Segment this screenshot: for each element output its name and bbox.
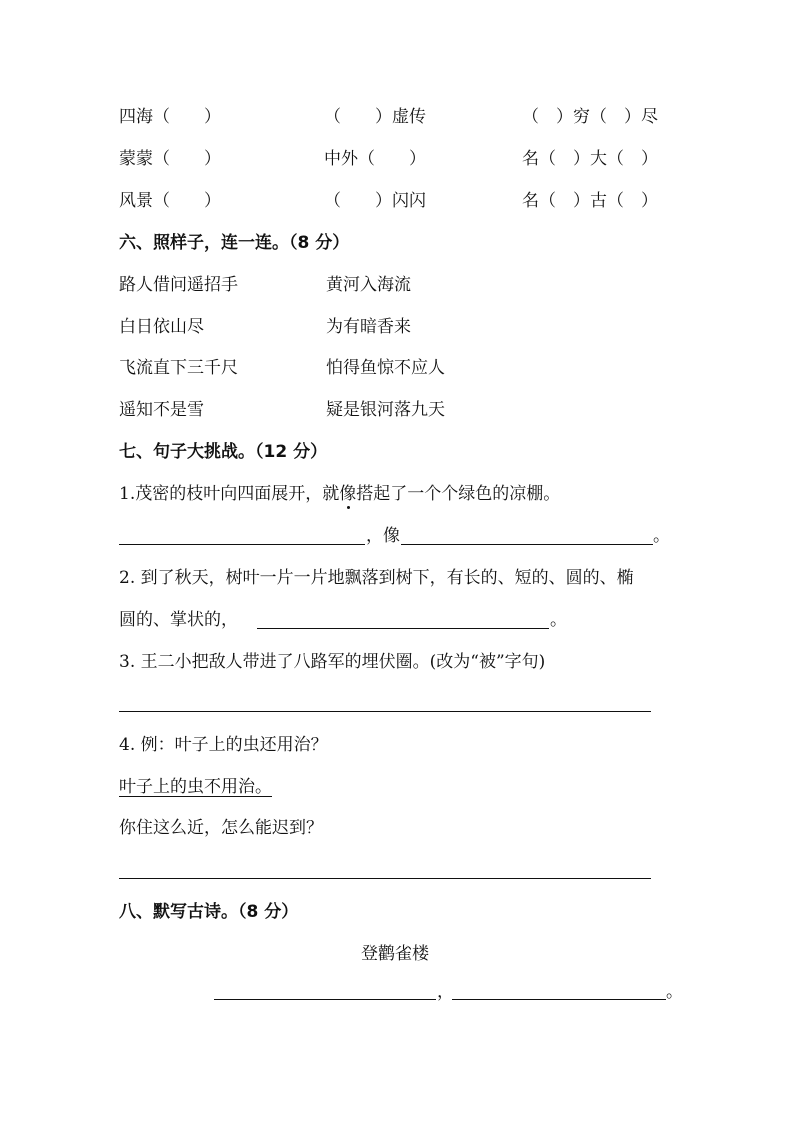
q1-after: 搭起了一个个绿色的凉棚。: [356, 484, 561, 504]
q4-answer-line[interactable]: [119, 878, 651, 879]
match-left-1[interactable]: 路人借问遥招手: [119, 275, 238, 295]
q2-end: 。: [550, 610, 567, 630]
q3-text: 3. 王二小把敌人带进了八路军的埋伏圈。(改为“被”字句): [119, 652, 546, 672]
match-left-3[interactable]: 飞流直下三千尺: [119, 358, 238, 378]
idiom-3-3: 名（ ）古（ ）: [522, 191, 658, 211]
poem-blank-2[interactable]: [452, 999, 666, 1000]
q4-example: 4. 例：叶子上的虫还用治？: [119, 735, 328, 755]
match-left-4[interactable]: 遥知不是雪: [119, 400, 204, 420]
section7-title: 七、句子大挑战。（12 分）: [119, 442, 328, 462]
q4-question: 你住这么近，怎么能迟到？: [119, 818, 323, 838]
q1-dotted-char: 像: [339, 484, 357, 504]
q2-blank[interactable]: [257, 628, 549, 629]
idiom-3-1: 风景（ ）: [119, 191, 221, 211]
q3-answer-line[interactable]: [119, 711, 651, 712]
q4-example-answer: 叶子上的虫不用治。: [119, 777, 272, 797]
idiom-2-3: 名（ ）大（ ）: [522, 149, 658, 169]
match-right-3[interactable]: 怕得鱼惊不应人: [326, 358, 445, 378]
match-right-1[interactable]: 黄河入海流: [326, 275, 411, 295]
q2-line2: 圆的、掌状的，: [119, 610, 238, 630]
idiom-2-1: 蒙蒙（ ）: [119, 149, 221, 169]
q1-before: 1.茂密的枝叶向四面展开，就: [119, 484, 340, 504]
match-right-4[interactable]: 疑是银河落九天: [326, 400, 445, 420]
poem-period: 。: [666, 982, 683, 1002]
idiom-1-2: （ ）虚传: [324, 107, 426, 127]
q1-fill-end: 。: [653, 526, 670, 546]
match-right-2[interactable]: 为有暗香来: [326, 317, 411, 337]
section6-title: 六、照样子，连一连。（8 分）: [119, 233, 350, 253]
q1-blank-2[interactable]: [401, 544, 653, 545]
q2-line1: 2. 到了秋天，树叶一片一片地飘落到树下，有长的、短的、圆的、椭: [119, 568, 634, 588]
poem-comma: ，: [437, 982, 454, 1002]
idiom-3-2: （ ）闪闪: [324, 191, 426, 211]
poem-title: 登鹳雀楼: [361, 944, 429, 964]
idiom-1-1: 四海（ ）: [119, 107, 221, 127]
idiom-1-3: （ ）穷（ ）尽: [522, 107, 658, 127]
poem-blank-1[interactable]: [214, 999, 436, 1000]
idiom-2-2: 中外（ ）: [324, 149, 426, 169]
match-left-2[interactable]: 白日依山尽: [119, 317, 204, 337]
q1-fill-mid: ，像: [366, 526, 400, 546]
section8-title: 八、默写古诗。（8 分）: [119, 902, 299, 922]
q1-sentence: [119, 482, 560, 506]
q1-blank-1[interactable]: [119, 544, 365, 545]
